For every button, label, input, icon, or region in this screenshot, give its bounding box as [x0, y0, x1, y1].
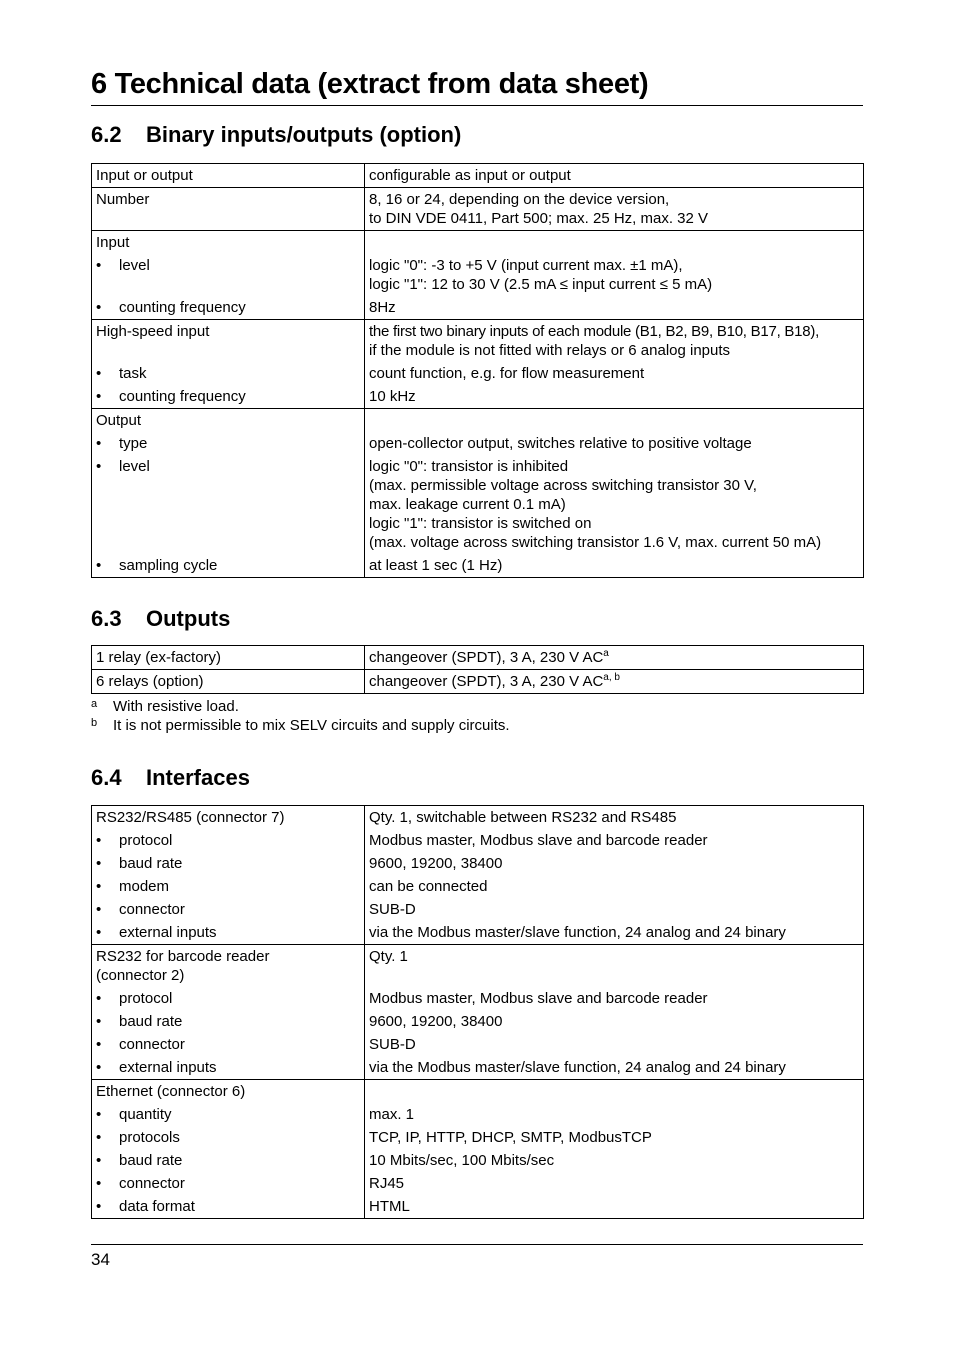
- cell-line: 10 kHz: [369, 388, 416, 405]
- cell-line: count function, e.g. for flow measurement: [369, 365, 645, 382]
- cell-line: max. 1: [369, 1106, 415, 1123]
- bullet-item: • external inputs: [96, 923, 360, 942]
- table-cell: configurable as input or output: [365, 164, 864, 188]
- cell-line: at least 1 sec (1 Hz): [369, 557, 503, 574]
- footnote: $^b$ It is not permissible to mix SELV circuits and supply circuits.: [91, 717, 510, 734]
- table-cell: [365, 646, 864, 670]
- cell-line: TCP, IP, HTTP, DHCP, SMTP, ModbusTCP: [369, 1129, 652, 1146]
- group-heading: RS232/RS485 (connector 7): [96, 809, 285, 826]
- cell-line: HTML: [369, 1198, 410, 1215]
- cell-line: can be connected: [369, 878, 488, 895]
- group-heading: Output: [96, 412, 142, 429]
- cell-line: the first two binary inputs of each module (B1, B2, B9, B10, B17, B18),: [369, 323, 820, 340]
- cell-line: 9600, 19200, 38400: [369, 1013, 503, 1030]
- cell-line: max. leakage current 0.1 mA): [369, 496, 566, 513]
- bullet-item: • baud rate: [96, 1151, 360, 1170]
- cell-line: Modbus master, Modbus slave and barcode reader: [369, 990, 708, 1007]
- bullet-item: • quantity: [96, 1105, 360, 1124]
- bullet-item: • counting frequency: [96, 298, 360, 317]
- table-cell: [365, 409, 864, 578]
- table-row: [92, 409, 864, 578]
- section-heading-6-2: [91, 121, 461, 149]
- group-heading: Ethernet (connector 6): [96, 1083, 246, 1100]
- bullet-item: • counting frequency: [96, 387, 360, 406]
- group-heading: Input: [96, 234, 130, 251]
- footnote-ref: a: [603, 648, 609, 659]
- table-row: [92, 670, 864, 694]
- footnote-text: It is not permissible to mix SELV circuits and supply circuits.: [113, 717, 510, 734]
- bullet-item: • sampling cycle: [96, 556, 360, 575]
- cell-line: Qty. 1, switchable between RS232 and RS485: [369, 809, 677, 826]
- table-cell: [92, 945, 365, 1080]
- bullet-item: • level: [96, 256, 360, 275]
- section-title: Interfaces: [146, 765, 250, 790]
- group-heading: High-speed input: [96, 323, 210, 340]
- cell-line: via the Modbus master/slave function, 24 analog and 24 binary: [369, 924, 786, 941]
- bullet-item: • protocols: [96, 1128, 360, 1147]
- group-heading: RS232 for barcode reader: [96, 948, 270, 965]
- table-cell: Input or output: [92, 164, 365, 188]
- table-row: [92, 231, 864, 320]
- cell-line: Qty. 1: [369, 948, 408, 965]
- table-cell: [365, 1080, 864, 1219]
- table-cell: [365, 231, 864, 320]
- bullet-item: • level: [96, 457, 360, 476]
- cell-line: 8Hz: [369, 299, 396, 316]
- bullet-item: • modem: [96, 877, 360, 896]
- table-cell: [92, 231, 365, 320]
- table-cell: [365, 320, 864, 409]
- cell-line: if the module is not fitted with relays or 6 analog inputs: [369, 342, 731, 359]
- cell-line: 8, 16 or 24, depending on the device version,: [369, 191, 670, 208]
- cell-text: changeover (SPDT), 3 A, 230 V AC: [369, 649, 604, 666]
- cell-line: logic "0": transistor is inhibited: [369, 458, 569, 475]
- table-cell: [92, 806, 365, 945]
- table-cell: [92, 1080, 365, 1219]
- cell-line: logic "1": transistor is switched on: [369, 515, 592, 532]
- cell-line: SUB-D: [369, 901, 416, 918]
- cell-line: SUB-D: [369, 1036, 416, 1053]
- section-heading-6-4: [91, 764, 250, 792]
- footnote-text: With resistive load.: [113, 698, 239, 715]
- footnote: $^a$ With resistive load.: [91, 698, 239, 715]
- table-row: [92, 1080, 864, 1219]
- cell-line: open-collector output, switches relative to positive voltage: [369, 435, 752, 452]
- section-number: 6.4: [91, 765, 122, 790]
- outputs-table: [91, 645, 864, 694]
- bullet-item: • baud rate: [96, 854, 360, 873]
- table-cell: [365, 188, 864, 231]
- cell-line: logic "1": 12 to 30 V (2.5 mA ≤ input current ≤ 5 mA): [369, 276, 713, 293]
- section-number: 6.3: [91, 606, 122, 631]
- bullet-item: • external inputs: [96, 1058, 360, 1077]
- cell-line: via the Modbus master/slave function, 24 analog and 24 binary: [369, 1059, 786, 1076]
- bullet-item: • protocol: [96, 989, 360, 1008]
- bullet-item: • connector: [96, 1174, 360, 1193]
- table-row: [92, 646, 864, 670]
- footnote-ref: a, b: [603, 672, 620, 683]
- bullet-item: • connector: [96, 1035, 360, 1054]
- bullet-item: • task: [96, 364, 360, 383]
- cell-line: 9600, 19200, 38400: [369, 855, 503, 872]
- bullet-item: • type: [96, 434, 360, 453]
- binary-io-table: [91, 163, 864, 578]
- bullet-item: • data format: [96, 1197, 360, 1216]
- table-row: [92, 806, 864, 945]
- table-cell: 1 relay (ex-factory): [92, 646, 365, 670]
- section-heading-6-3: [91, 605, 230, 633]
- section-title: Binary inputs/outputs (option): [146, 122, 462, 147]
- section-title: Outputs: [146, 606, 231, 631]
- bullet-item: • protocol: [96, 831, 360, 850]
- cell-line: (max. permissible voltage across switching transistor 30 V,: [369, 477, 757, 494]
- table-cell: 6 relays (option): [92, 670, 365, 694]
- group-heading: (connector 2): [96, 967, 185, 984]
- cell-line: RJ45: [369, 1175, 405, 1192]
- cell-line: logic "0": -3 to +5 V (input current max. ±1 mA),: [369, 257, 683, 274]
- table-row: [92, 945, 864, 1080]
- table-cell: [365, 670, 864, 694]
- page-number: 34: [91, 1250, 110, 1269]
- bullet-item: • connector: [96, 900, 360, 919]
- bullet-item: • baud rate: [96, 1012, 360, 1031]
- interfaces-table: [91, 805, 864, 1219]
- table-row: [92, 188, 864, 231]
- table-cell: [92, 320, 365, 409]
- table-row: [92, 164, 864, 188]
- table-cell: [365, 945, 864, 1080]
- table-row: [92, 320, 864, 409]
- cell-text: changeover (SPDT), 3 A, 230 V AC: [369, 673, 604, 690]
- cell-line: to DIN VDE 0411, Part 500; max. 25 Hz, max. 32 V: [369, 210, 709, 227]
- cell-line: 10 Mbits/sec, 100 Mbits/sec: [369, 1152, 555, 1169]
- table-cell: [365, 806, 864, 945]
- footer-rule: [91, 1244, 863, 1245]
- cell-line: (max. voltage across switching transistor 1.6 V, max. current 50 mA): [369, 534, 822, 551]
- table-cell: [92, 409, 365, 578]
- cell-line: Modbus master, Modbus slave and barcode reader: [369, 832, 708, 849]
- chapter-title: 6 Technical data (extract from data sheet): [91, 66, 863, 106]
- table-cell: Number: [92, 188, 365, 231]
- section-number: 6.2: [91, 122, 122, 147]
